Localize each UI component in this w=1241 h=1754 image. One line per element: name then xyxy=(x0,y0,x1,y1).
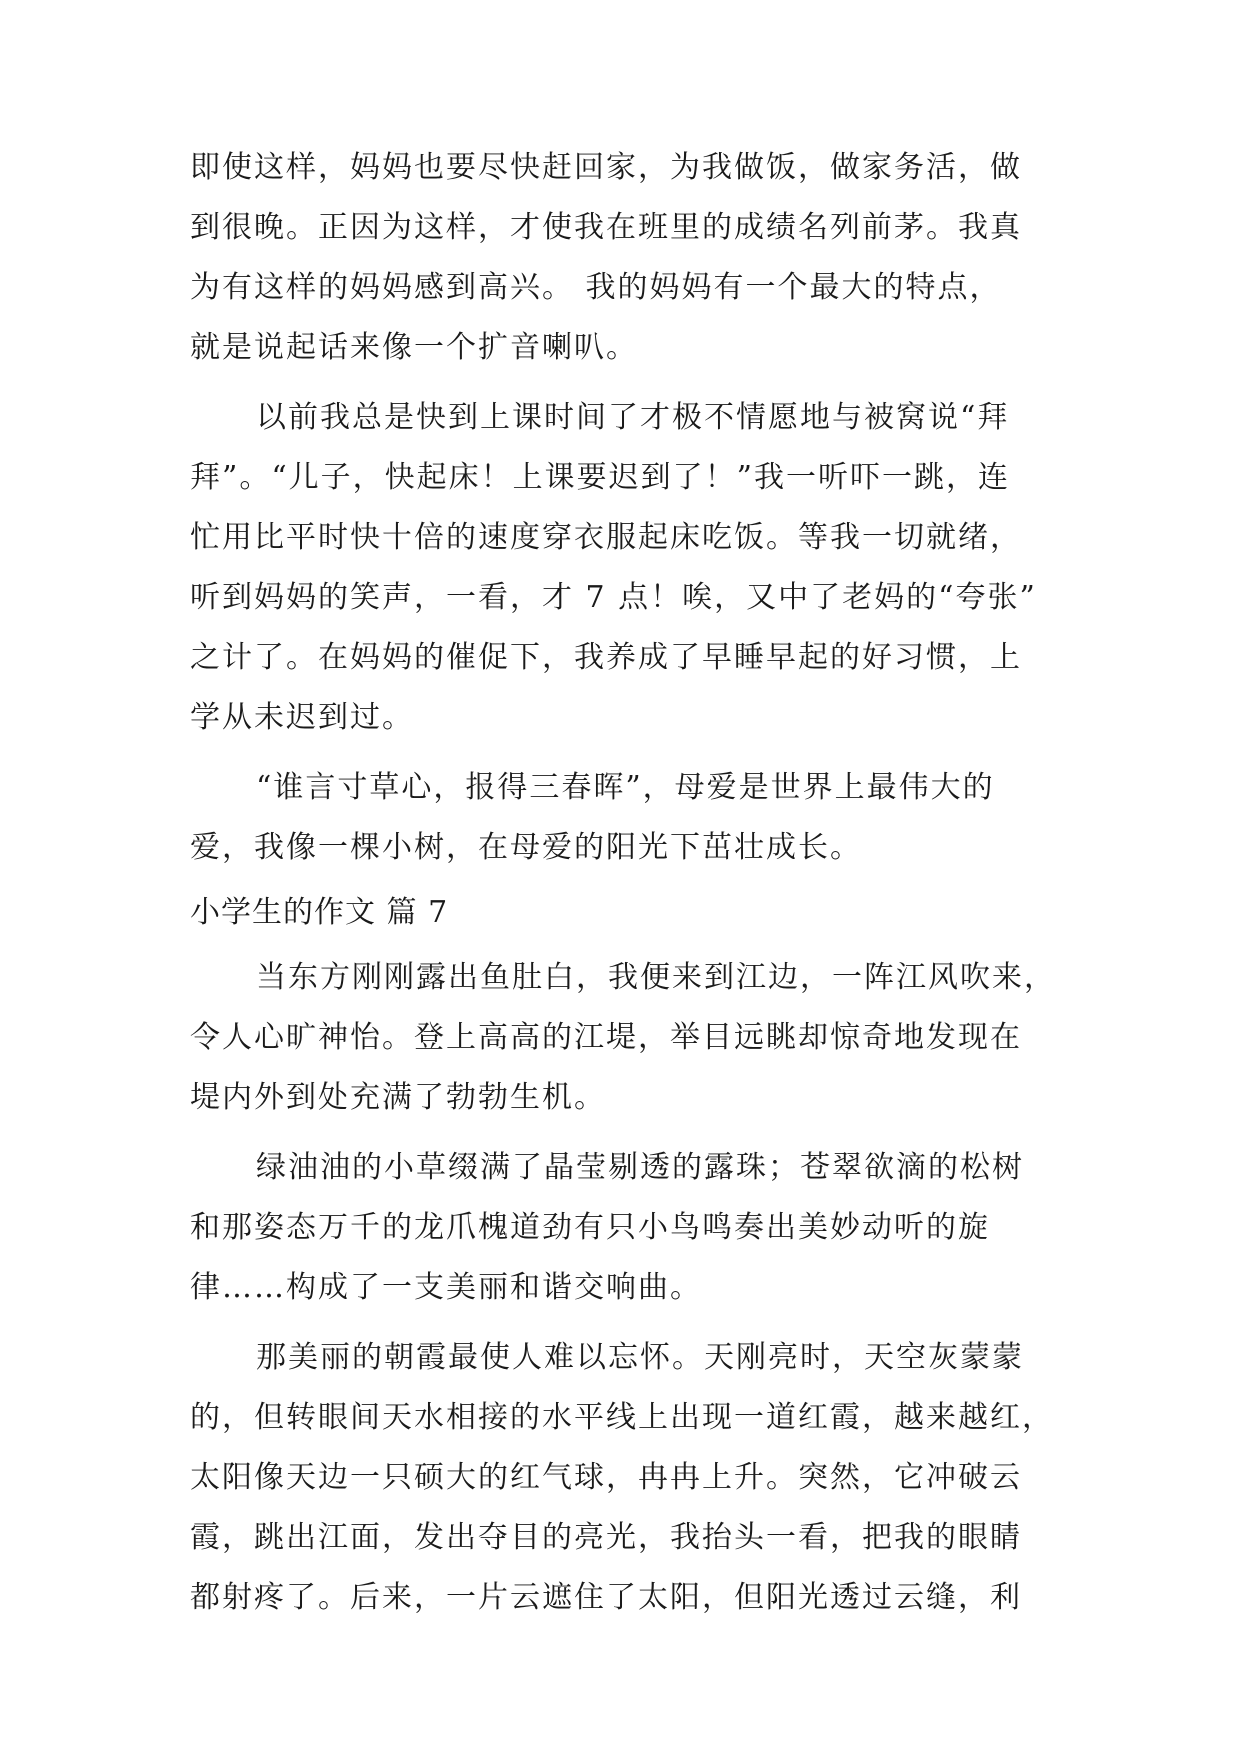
paragraph-line: 为有这样的妈妈感到高兴。 我的妈妈有一个最大的特点， xyxy=(190,270,1002,305)
paragraph-line: 爱，我像一棵小树，在母爱的阳光下茁壮成长。 xyxy=(190,830,862,865)
paragraph-line: 以前我总是快到上课时间了才极不情愿地与被窝说“拜 xyxy=(256,400,1010,435)
paragraph-line: 拜”。“儿子，快起床！上课要迟到了！”我一听吓一跳，连 xyxy=(190,460,1011,495)
paragraph-line: 就是说起话来像一个扩音喇叭。 xyxy=(190,330,638,365)
paragraph-line: 那美丽的朝霞最使人难以忘怀。天刚亮时，天空灰蒙蒙 xyxy=(256,1340,1024,1375)
paragraph-line: 律……构成了一支美丽和谐交响曲。 xyxy=(190,1270,702,1305)
paragraph-line: “谁言寸草心，报得三春晖”，母爱是世界上最伟大的 xyxy=(256,770,995,805)
paragraph-line: 绿油油的小草缀满了晶莹剔透的露珠；苍翠欲滴的松树 xyxy=(256,1150,1024,1185)
paragraph-line: 学从未迟到过。 xyxy=(190,700,414,735)
paragraph-line: 都射疼了。后来，一片云遮住了太阳，但阳光透过云缝，利 xyxy=(190,1580,1022,1615)
paragraph-line: 之计了。在妈妈的催促下，我养成了早睡早起的好习惯，上 xyxy=(190,640,1022,675)
paragraph-line: 忙用比平时快十倍的速度穿衣服起床吃饭。等我一切就绪， xyxy=(190,520,1022,555)
paragraph-line: 令人心旷神怡。登上高高的江堤，举目远眺却惊奇地发现在 xyxy=(190,1020,1022,1055)
paragraph-line: 即使这样，妈妈也要尽快赶回家，为我做饭，做家务活，做 xyxy=(190,150,1022,185)
paragraph-line: 到很晚。正因为这样，才使我在班里的成绩名列前茅。我真 xyxy=(190,210,1022,245)
section-heading: 小学生的作文 篇 7 xyxy=(190,895,449,930)
paragraph-line: 霞，跳出江面，发出夺目的亮光，我抬头一看，把我的眼睛 xyxy=(190,1520,1022,1555)
paragraph-line: 堤内外到处充满了勃勃生机。 xyxy=(190,1080,606,1115)
paragraph-line: 听到妈妈的笑声，一看，才 7 点！唉，又中了老妈的“夸张” xyxy=(190,580,1037,615)
paragraph-line: 太阳像天边一只硕大的红气球，冉冉上升。突然，它冲破云 xyxy=(190,1460,1022,1495)
paragraph-line: 的，但转眼间天水相接的水平线上出现一道红霞，越来越红， xyxy=(190,1400,1054,1435)
paragraph-line: 和那姿态万千的龙爪槐道劲有只小鸟鸣奏出美妙动听的旋 xyxy=(190,1210,990,1245)
paragraph-line: 当东方刚刚露出鱼肚白，我便来到江边，一阵江风吹来， xyxy=(256,960,1056,995)
